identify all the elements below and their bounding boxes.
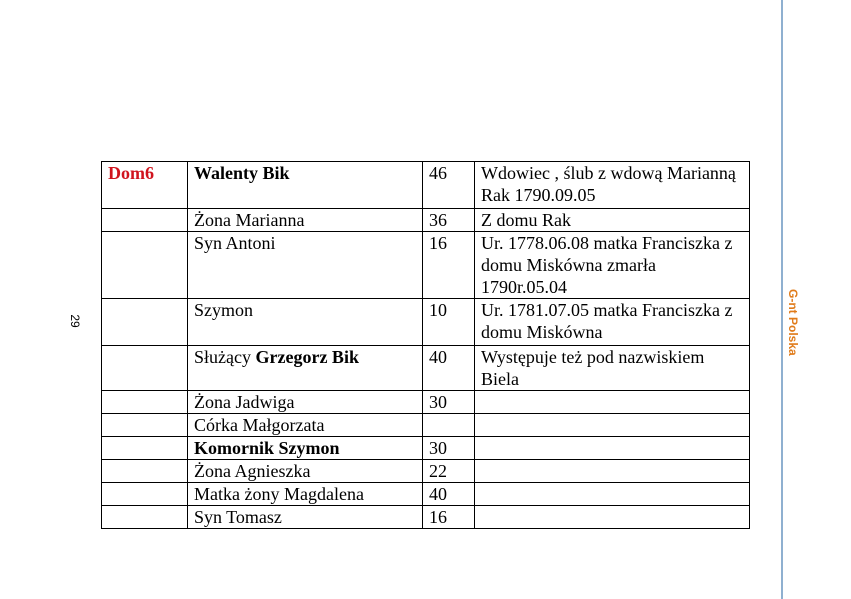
person-name: Matka żony Magdalena	[188, 483, 423, 506]
table-row	[102, 232, 750, 299]
table-row	[102, 437, 750, 460]
table-row	[102, 460, 750, 483]
person-age: 22	[423, 460, 475, 483]
table-row	[102, 483, 750, 506]
table-row	[102, 299, 750, 346]
person-age: 10	[423, 299, 475, 346]
table-row	[102, 162, 750, 209]
person-age: 30	[423, 437, 475, 460]
person-name: Żona Jadwiga	[188, 391, 423, 414]
table-row	[102, 391, 750, 414]
table-row	[102, 506, 750, 529]
person-name-bold: Grzegorz Bik	[255, 347, 359, 367]
person-note	[475, 483, 750, 506]
house-cell	[102, 460, 188, 483]
house-cell	[102, 232, 188, 299]
person-name: Komornik Szymon	[188, 437, 423, 460]
house-cell	[102, 414, 188, 437]
person-note	[475, 414, 750, 437]
person-age: 16	[423, 232, 475, 299]
side-label: G-nt Polska	[786, 288, 800, 356]
person-note	[475, 506, 750, 529]
table-row	[102, 346, 750, 391]
house-cell	[102, 483, 188, 506]
person-age: 40	[423, 483, 475, 506]
person-age: 46	[423, 162, 475, 209]
house-cell	[102, 391, 188, 414]
person-name: Syn Antoni	[188, 232, 423, 299]
person-name: Córka Małgorzata	[188, 414, 423, 437]
house-cell	[102, 346, 188, 391]
person-name: Syn Tomasz	[188, 506, 423, 529]
house-cell	[102, 209, 188, 232]
person-age: 40	[423, 346, 475, 391]
person-note: Z domu Rak	[475, 209, 750, 232]
person-age	[423, 414, 475, 437]
person-note	[475, 391, 750, 414]
person-name: Walenty Bik	[188, 162, 423, 209]
page-number: 29	[68, 314, 82, 328]
house-cell	[102, 437, 188, 460]
table-row	[102, 414, 750, 437]
person-age: 36	[423, 209, 475, 232]
person-note: Ur. 1781.07.05 matka Franciszka z domu Miskówna	[475, 299, 750, 346]
person-note: Wdowiec , ślub z wdową Marianną Rak 1790.09.05	[475, 162, 750, 209]
person-name: Żona Agnieszka	[188, 460, 423, 483]
person-note: Występuje też pod nazwiskiem Biela	[475, 346, 750, 391]
person-role: Służący	[194, 347, 256, 367]
person-name: Żona Marianna	[188, 209, 423, 232]
person-note	[475, 460, 750, 483]
person-note	[475, 437, 750, 460]
person-age: 16	[423, 506, 475, 529]
person-note: Ur. 1778.06.08 matka Franciszka z domu Miskówna zmarła 1790r.05.04	[475, 232, 750, 299]
house-cell	[102, 299, 188, 346]
table-row	[102, 209, 750, 232]
person-name	[188, 346, 423, 391]
house-cell	[102, 506, 188, 529]
person-age: 30	[423, 391, 475, 414]
census-table	[101, 161, 750, 529]
person-name: Szymon	[188, 299, 423, 346]
house-label: Dom6	[102, 162, 188, 209]
